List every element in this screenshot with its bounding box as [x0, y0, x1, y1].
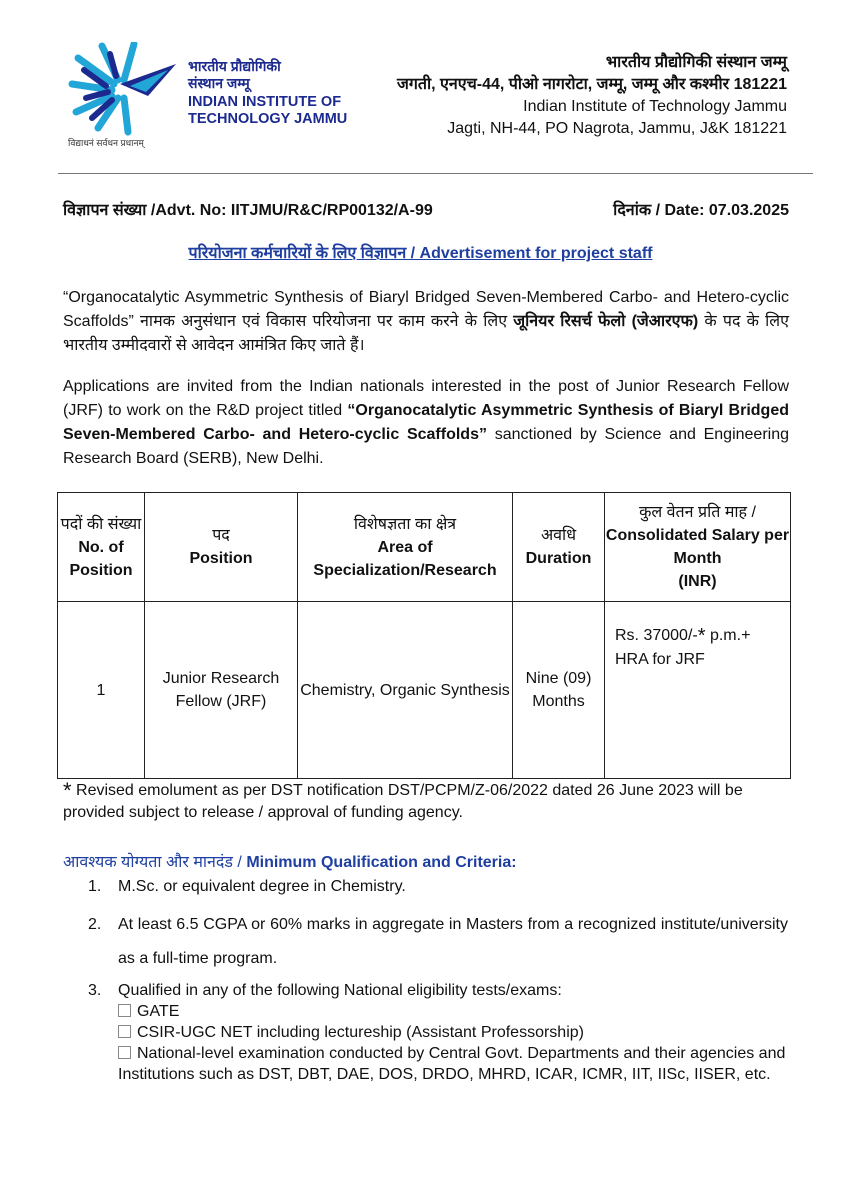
exam-national-level-text: National-level examination conducted by Central Govt. Departments and their agencies and Institutions such as DST, DBT, DAE, DOS, DRDO, MHRD, ICAR, ICMR, IIT, IISc, IISER, etc.	[118, 1045, 786, 1083]
logo-english-line-2: TECHNOLOGY JAMMU	[188, 111, 348, 127]
institute-address-block	[397, 52, 787, 140]
exam-csir-net-text: CSIR-UGC NET including lectureship (Assistant Professorship)	[137, 1024, 584, 1041]
header-salary	[605, 493, 791, 602]
salary-amount: Rs. 37000/-	[615, 627, 698, 644]
iit-jammu-emblem-icon	[64, 42, 182, 146]
checkbox-square-icon	[118, 1004, 131, 1017]
header-no-of-position	[58, 493, 145, 602]
header-area-hindi: विशेषज्ञता का क्षेत्र	[353, 515, 457, 533]
institute-name-hindi: भारतीय प्रौद्योगिकी संस्थान जम्मू	[605, 54, 787, 71]
list-item	[88, 908, 788, 976]
table-header-row	[58, 493, 791, 602]
criteria-heading	[63, 850, 517, 872]
header-no-of-position-english: No. of Position	[69, 538, 133, 579]
logo-english-line-1: INDIAN INSTITUTE OF	[188, 94, 342, 110]
header-salary-english: Consolidated Salary per Month	[605, 527, 790, 567]
cell-count: 1	[58, 602, 145, 779]
list-item-text: M.Sc. or equivalent degree in Chemistry.	[118, 878, 406, 895]
header-position-english: Position	[189, 550, 253, 567]
intro-english-text-1: Applications are invited from the Indian nationals interested in the post of Junior Research Fellow (JRF) to work on the R&D project titled	[63, 378, 789, 419]
intro-english-project-title: “Organocatalytic Asymmetric Synthesis of Biaryl Bridged Seven-Membered Carbo- and Hetero-cyclic Scaffolds”	[63, 402, 790, 443]
exam-gate	[118, 1001, 788, 1022]
exam-national-level	[118, 1043, 788, 1085]
cell-salary	[605, 602, 791, 779]
logo-motto: विद्याधनं सर्वधन प्रधानम्	[68, 138, 144, 148]
cell-area: Chemistry, Organic Synthesis	[298, 602, 513, 779]
advertisement-number: विज्ञापन संख्या /Advt. No: IITJMU/R&C/RP00132/A-99	[63, 202, 433, 219]
header-salary-hindi: कुल वेतन प्रति माह /	[639, 504, 756, 521]
salary-per-month: p.m.+	[705, 627, 751, 644]
header-duration	[513, 493, 605, 602]
intro-hindi-post-name: जूनियर रिसर्च फेलो (जेआरएफ)	[513, 313, 699, 330]
footnote	[63, 780, 789, 824]
cell-position: Junior Research Fellow (JRF)	[145, 602, 298, 779]
footnote-asterisk: *	[63, 778, 72, 803]
institute-address-hindi: जगती, एनएच-44, पीओ नागरोटा, जम्मू, जम्मू और कश्मीर 181221	[397, 76, 787, 93]
list-item-number: 1.	[88, 878, 102, 895]
footnote-text: Revised emolument as per DST notification DST/PCPM/Z-06/2022 dated 26 June 2023 will be provided subject to release / approval of funding agency.	[63, 782, 743, 821]
table-row	[58, 602, 791, 779]
intro-paragraph-hindi	[63, 286, 789, 358]
intro-hindi-text-1: “Organocatalytic Asymmetric Synthesis of Biaryl Bridged Seven-Membered Carbo- and Hetero-cyclic Scaffolds” नामक अनुसंधान एवं विकास परियोजना पर काम करने के लिए	[63, 289, 789, 330]
intro-hindi-text-2: के पद के लिए भारतीय उम्मीदवारों से आवेदन आमंत्रित किए जाते हैं।	[63, 313, 789, 354]
list-item	[88, 876, 788, 898]
institute-address-english: Jagti, NH-44, PO Nagrota, Jammu, J&K 181221	[447, 120, 787, 137]
institute-name-english: Indian Institute of Technology Jammu	[523, 98, 787, 115]
exam-gate-text: GATE	[137, 1003, 180, 1020]
salary-asterisk: *	[697, 625, 706, 647]
list-item-number: 3.	[88, 982, 102, 999]
header-position	[145, 493, 298, 602]
header-no-of-position-hindi: पदों की संख्या	[60, 515, 142, 533]
position-table	[57, 492, 791, 779]
intro-paragraph-english	[63, 375, 789, 471]
header-duration-hindi: अवधि	[540, 527, 577, 544]
logo-hindi-line-1: भारतीय प्रौद्योगिकी	[188, 58, 281, 74]
criteria-heading-hindi: आवश्यक योग्यता और मानदंड /	[63, 854, 247, 871]
advertisement-heading: परियोजना कर्मचारियों के लिए विज्ञापन / Advertisement for project staff	[188, 245, 653, 262]
list-item-number: 2.	[88, 916, 102, 933]
header-salary-inr: (INR)	[678, 573, 717, 590]
criteria-list	[88, 876, 788, 1085]
header-area	[298, 493, 513, 602]
exam-csir-net	[118, 1022, 788, 1043]
header-position-hindi: पद	[212, 527, 230, 544]
logo-hindi-line-2: संस्थान जम्मू	[188, 75, 250, 91]
advertisement-date: दिनांक / Date: 07.03.2025	[613, 202, 789, 219]
intro-english-text-2: sanctioned by Science and Engineering Research Board (SERB), New Delhi.	[63, 426, 790, 467]
institute-logo	[64, 42, 364, 152]
checkbox-square-icon	[118, 1025, 131, 1038]
criteria-heading-english: Minimum Qualification and Criteria:	[246, 854, 517, 871]
list-item-text: Qualified in any of the following National eligibility tests/exams:	[118, 982, 562, 999]
salary-hra: HRA for JRF	[615, 651, 705, 668]
header-area-english: Area of Specialization/Research	[313, 538, 497, 579]
checkbox-square-icon	[118, 1046, 131, 1059]
list-item	[88, 980, 788, 1085]
list-item-text: At least 6.5 CGPA or 60% marks in aggregate in Masters from a recognized institute/university as a full-time program.	[118, 916, 788, 967]
header-divider	[58, 173, 813, 174]
cell-duration: Nine (09) Months	[513, 602, 605, 779]
header-duration-english: Duration	[525, 550, 592, 567]
